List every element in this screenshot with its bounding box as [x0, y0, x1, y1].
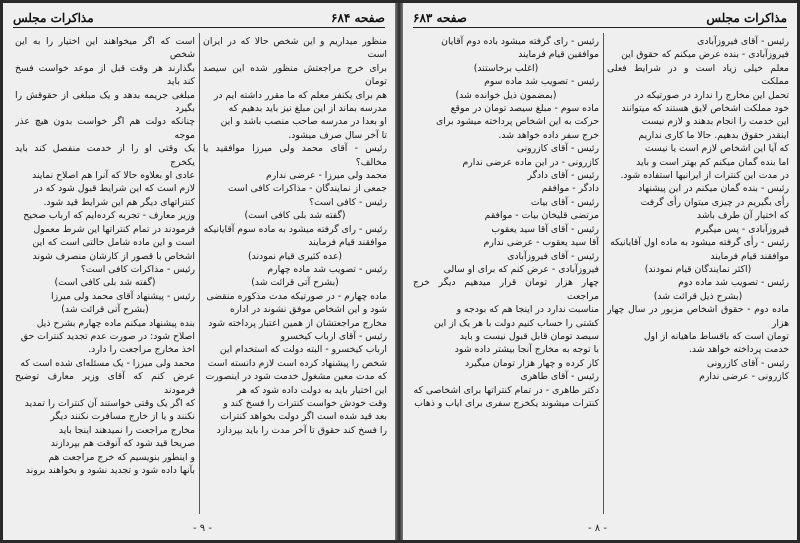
- text-line: وزیر معارف - تجربه کرده‌ایم که ارباب صحیح: [23, 210, 195, 222]
- text-line: اشخاص با قصور از کارشان منصرف شوند: [32, 250, 195, 262]
- text-line: رئیس - تصویب شد ماده چهارم: [267, 263, 387, 275]
- text-line: رئیس - تصویب شد ماده سوم: [484, 76, 599, 88]
- text-line: در مدت این کنترات از ایرانیها استفاده شود.: [620, 170, 789, 182]
- text-line: رئیس - رأی گرفته میشود به ماده اول آقایانیکه: [610, 237, 789, 249]
- text-line: کازرونی - در این ماده عرضی ندارم: [462, 156, 599, 168]
- text-line: یک وقتی او را از خدمت منفصل کند باید یکخرج: [15, 143, 195, 168]
- text-line: سیصد تومان قابل قبول نیست و باید: [459, 330, 599, 342]
- left-page-left-column: [15, 35, 195, 514]
- left-page-column-divider: [199, 33, 200, 514]
- text-line: فرمودند در تمام کنتراتها این شرط معمول: [33, 223, 195, 235]
- text-line: رئیس - آقای دادگر: [527, 170, 599, 182]
- left-page-footer: - ۹ -: [193, 523, 212, 534]
- text-line: چنانکه دولت هم اگر خواست بدون هیچ عذر موجه: [15, 116, 195, 141]
- text-line: است و این ماده شامل حالتی است که این: [32, 237, 195, 249]
- text-line: ماده چهارم - در صورتیکه مدت مذکوره منقضی: [206, 290, 387, 302]
- text-line: (اغلب برخاستند): [473, 62, 539, 74]
- text-line: اصلاح شود: در صورت عدم تجدید کنترات حق: [20, 330, 195, 342]
- text-line: اما بنده گمان میکنم کم بهتر است و باید: [636, 156, 789, 168]
- text-line: موافقند قیام فرمایند: [308, 237, 387, 249]
- text-line: را فسخ کند حقوق تا آخر مدت را باید بپردازد: [216, 424, 387, 436]
- text-line: جمعی از نمایندگان - مذاکرات کافی است: [228, 183, 387, 195]
- right-page: [403, 3, 797, 540]
- text-line: ماده سوم - مبلغ سیصد تومان در موقع: [450, 103, 599, 115]
- text-line: دادگر - موافقم: [541, 183, 599, 195]
- text-line: رئیس - آقای بیات: [530, 196, 599, 208]
- text-line: وقت خودش خواست کنترات را فسخ کند و: [223, 397, 387, 409]
- text-line: موافقند قیام فرمایند: [710, 250, 789, 262]
- text-line: (عده کثیری قیام نمودند): [247, 250, 343, 262]
- text-line: فیروزآبادی - بنده عرض میکنم که حقوق این: [621, 49, 789, 61]
- text-line: ماده دوم - حقوق اشخاص مزبور در سال چهار هزار: [607, 304, 789, 329]
- text-line: محمد ولی میرزا - یک مسئله‌ای شده است که: [20, 357, 195, 369]
- text-line: رئیس - رای گرفته میشود به ماده سوم آقایانیکه: [203, 223, 387, 235]
- text-line: مخارج مراجعتشان از همین اعتبار پرداخته شود: [208, 317, 387, 329]
- text-line: (بشرح آتی قرائت شد): [251, 277, 339, 289]
- text-line: این اختیار باید به دولت داده شود که هر: [236, 384, 387, 396]
- book-gutter: [395, 3, 403, 540]
- right-page-column-divider: [603, 33, 604, 514]
- text-line: رئیس - کافی است؟: [309, 196, 387, 208]
- text-line: خود مملکت اشخاص لایق هستند که میتوانند: [621, 103, 789, 115]
- text-line: لازم است که این شرایط قبول شود که در: [34, 183, 195, 195]
- text-line: خرج سفر داده خواهد شد.: [498, 129, 599, 141]
- text-line: برای خرج مراجعتش منظور شده این سیصد تومان: [203, 62, 387, 88]
- text-line: تومان است که باقساط ماهیانه از اول: [643, 330, 789, 342]
- text-line: رئیس - تصویب شد ماده دوم: [678, 277, 789, 289]
- text-line: رئیس - آقای طاهری: [520, 371, 599, 383]
- text-line: شخص را پیشنهاد کرده است لازم دانسته است: [207, 357, 387, 369]
- text-line: بعد قید شده است اگر دولت بخواهد کنترات: [220, 411, 387, 423]
- text-line: فیروزآبادی - عرض کنم که برای او سالی: [443, 263, 599, 275]
- text-line: اینقدر حقوق بدهیم. حالا ما کاری نداریم: [638, 129, 789, 141]
- left-page-right-column: [203, 35, 387, 514]
- text-line: مبلغی جریمه بدهد و یک مبلغی از حقوقش را بگیرد: [15, 89, 195, 115]
- right-page-title: مذاکرات مجلس: [706, 11, 787, 25]
- text-line: موافقین قیام فرمایند: [518, 49, 599, 61]
- left-page-number: صفحه ۶۸۴: [331, 11, 385, 25]
- text-line: کازرونی - عرضی ندارم: [699, 371, 789, 383]
- text-line: رئیس - رای گرفته میشود باده دوم آقایان: [441, 36, 599, 47]
- text-line: با توجه به مخارج آنجا بیشتر داده شود: [454, 344, 599, 356]
- text-line: آقا سید یعقوب - عرضی ندارم: [483, 237, 599, 249]
- text-line: رأی بگیریم در چیزی میتوان رأی گرفت: [640, 196, 789, 208]
- text-line: (بشرح ذیل قرائت شد): [653, 290, 743, 302]
- right-page-right-column: [607, 35, 789, 514]
- text-line: (بمضمون ذیل خوانده شد): [455, 89, 557, 101]
- text-line: خدمت پرداخته خواهد شد.: [688, 344, 789, 356]
- text-line: است که اگر میخواهند این اختیار را به این شخص: [15, 36, 195, 61]
- text-line: رئیس - پیشنهاد آقای محمد ولی میرزا: [50, 290, 195, 302]
- left-page-title: مذاکرات مجلس: [13, 11, 94, 25]
- text-line: نکنند و یا از خارج مسافرت نکنند دیگر: [50, 411, 195, 423]
- text-line: فیروزآبادی - پس میگیرم: [694, 223, 789, 235]
- text-line: که مدت معین مشغول خدمت شود در اینصورت: [205, 371, 387, 383]
- text-line: محمد ولی میرزا - عرضی ندارم: [265, 170, 387, 182]
- right-page-number: صفحه ۶۸۳: [413, 11, 467, 25]
- left-page-header: [13, 9, 385, 28]
- text-line: کار کرده و چهار هزار تومان میگیرد: [464, 357, 599, 369]
- text-line: مرتضی قلیخان بیات - موافقم: [484, 210, 599, 222]
- text-line: (بشرح آتی قرائت شد): [61, 304, 149, 316]
- text-line: صریحا قید شود که آنوقت هم بپردازند: [50, 438, 195, 450]
- text-line: اخذ مخارج مراجعت را دارد.: [88, 344, 195, 356]
- right-page-header: [413, 9, 787, 28]
- text-line: تحمل این مخارج را ندارد در صورتیکه در: [635, 89, 789, 101]
- text-line: شود و این اشخاص موفق نشوند در اداره: [229, 304, 387, 316]
- text-line: رئیس - مذاکرات کافی است؟: [80, 263, 195, 275]
- text-line: که آیا این اشخاص لازم است یا نیست: [644, 143, 789, 155]
- text-line: منظور میداریم و این شخص حالا که در ایران است: [203, 36, 387, 61]
- text-line: رئیس - آقای ارباب کیخسرو: [280, 330, 387, 342]
- text-line: ارباب کیخسرو - البته دولت که استخدام این: [219, 344, 387, 356]
- text-line: رئیس - آقای کازرونی: [706, 357, 789, 369]
- text-line: دکتر طاهری - در تمام کنتراتها برای اشخاصی که: [413, 384, 599, 396]
- text-line: رئیس - آقای کازرونی: [516, 143, 599, 155]
- right-page-left-column: [413, 35, 599, 514]
- text-line: معلم خیلی زیاد است و در شرایط فعلی مملکت: [607, 62, 789, 88]
- text-line: مدرسه بماند از این مبلغ نیز باید بدهیم که: [228, 103, 387, 115]
- text-line: که اختیار آن طرف باشد: [696, 210, 789, 222]
- text-line: چهار هزار تومان قرار میدهیم دیگر خرج مراجعت: [413, 277, 599, 302]
- text-line: او بعدا در مدرسه صاحب منصب باشد و این: [220, 116, 387, 128]
- text-line: رئیس - آقای فیروزآبادی: [697, 36, 789, 47]
- text-line: و اینطور بنویسیم که خرج مراجعت هم: [48, 451, 195, 463]
- text-line: رئیس - بنده گمان میکنم در این پیشنهاد: [638, 183, 789, 195]
- text-line: بنده پیشنهاد میکنم ماده چهارم بشرح ذیل: [36, 317, 195, 329]
- text-line: رئیس - آقای محمد ولی میرزا موافقید یا مخالف؟: [203, 143, 387, 168]
- text-line: تا آخر سال صرف میشود.: [288, 129, 387, 141]
- document-spread: [3, 3, 797, 540]
- text-line: عرض کنم که آقای وزیر معارف توضیح فرمودند: [15, 371, 195, 396]
- text-line: که اگر یک وقتی خواستند آن کنترات را تمدید: [24, 397, 195, 409]
- text-line: مناسبت ندارد در اینجا هم که بودجه و: [456, 304, 599, 316]
- right-page-footer: - ۸ -: [588, 523, 607, 534]
- text-line: عادی او بعلاوه حالا که آنرا هم اصلاح نمایند: [32, 170, 195, 182]
- text-line: کنتراتهای دیگر هم این شرایط قید شود.: [43, 196, 195, 208]
- left-page: [3, 3, 395, 540]
- text-line: رئیس - آقای فیروزآبادی: [507, 250, 599, 262]
- text-line: حرکت به این اشخاص پرداخته میشود برای: [435, 116, 599, 128]
- text-line: کشتی را حساب کنیم دولت با هر یک از این: [433, 317, 599, 329]
- text-line: این خدمت را انجام بدهند و لازم نیست: [641, 116, 789, 128]
- text-line: بگذارند هر وقت قبل از موعد خواست فسخ کند باید: [15, 62, 195, 88]
- text-line: (اکثر نمایندگان قیام نمودند): [644, 263, 752, 275]
- text-line: مخارج مراجعت را نمیدهند اینجا باید: [58, 424, 195, 436]
- text-line: رئیس - آقای آقا سید یعقوب: [491, 223, 599, 235]
- text-line: (گفته شد بلی کافی است): [54, 277, 156, 289]
- text-line: بآنها داده شود و تجدید نشود و بخواهند بروند: [25, 465, 195, 476]
- text-line: کنترات میشوند یکخرج سفری برای ایاب و ذهاب: [414, 397, 599, 409]
- text-line: (گفته شد بلی کافی است): [244, 210, 346, 222]
- text-line: هم برای یکنفر معلم که ما مقرر داشته ایم در: [213, 89, 387, 101]
